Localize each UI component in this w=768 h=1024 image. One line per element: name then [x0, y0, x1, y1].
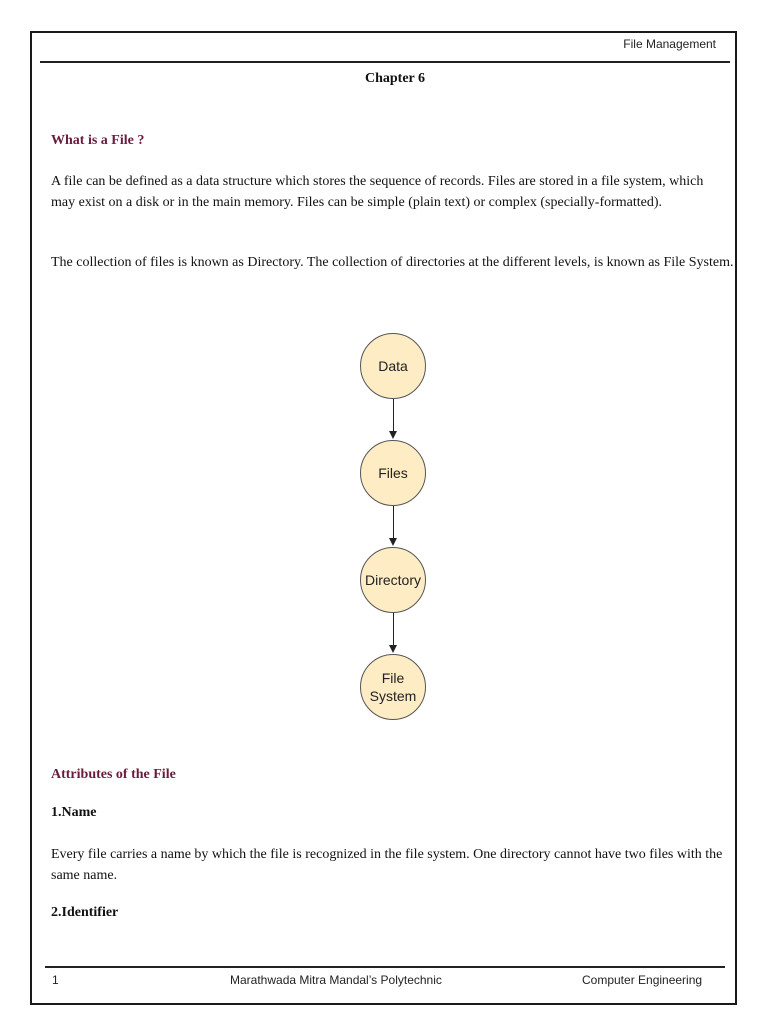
footer-institution: Marathwada Mitra Mandal’s Polytechnic [230, 973, 442, 987]
diagram-node-data: Data [360, 333, 426, 399]
diagram-arrow [393, 399, 394, 433]
diagram-node-files: Files [360, 440, 426, 506]
file-hierarchy-diagram [340, 325, 450, 730]
section-heading-what-is-file: What is a File ? [51, 133, 145, 148]
paragraph-directory-definition: The collection of files is known as Directory. The collection of directories at the different levels, is known as File System. [51, 255, 734, 270]
chapter-title: Chapter 6 [364, 71, 426, 86]
arrow-head-icon [389, 538, 397, 546]
subheading-identifier: 2.Identifier [51, 905, 119, 920]
footer-rule [45, 966, 725, 968]
footer-page-number: 1 [52, 973, 59, 987]
footer-department: Computer Engineering [582, 973, 703, 987]
header-rule [40, 61, 730, 63]
diagram-node-directory: Directory [360, 547, 426, 613]
subheading-name: 1.Name [51, 805, 97, 820]
diagram-arrow [393, 506, 394, 540]
paragraph-file-definition: A file can be defined as a data structure which stores the sequence of records. Files are stored in a file system, which may exist on a disk or in the main memory. Files can be simple (plain text) or complex (specially-formatted). [51, 174, 704, 210]
arrow-head-icon [389, 431, 397, 439]
paragraph-name-attribute: Every file carries a name by which the file is recognized in the file system. One directory cannot have two files with the same name. [51, 847, 723, 883]
arrow-head-icon [389, 645, 397, 653]
diagram-node-file-system: File System [360, 654, 426, 720]
running-header: File Management [623, 37, 716, 51]
section-heading-attributes: Attributes of the File [51, 767, 176, 782]
diagram-arrow [393, 613, 394, 647]
